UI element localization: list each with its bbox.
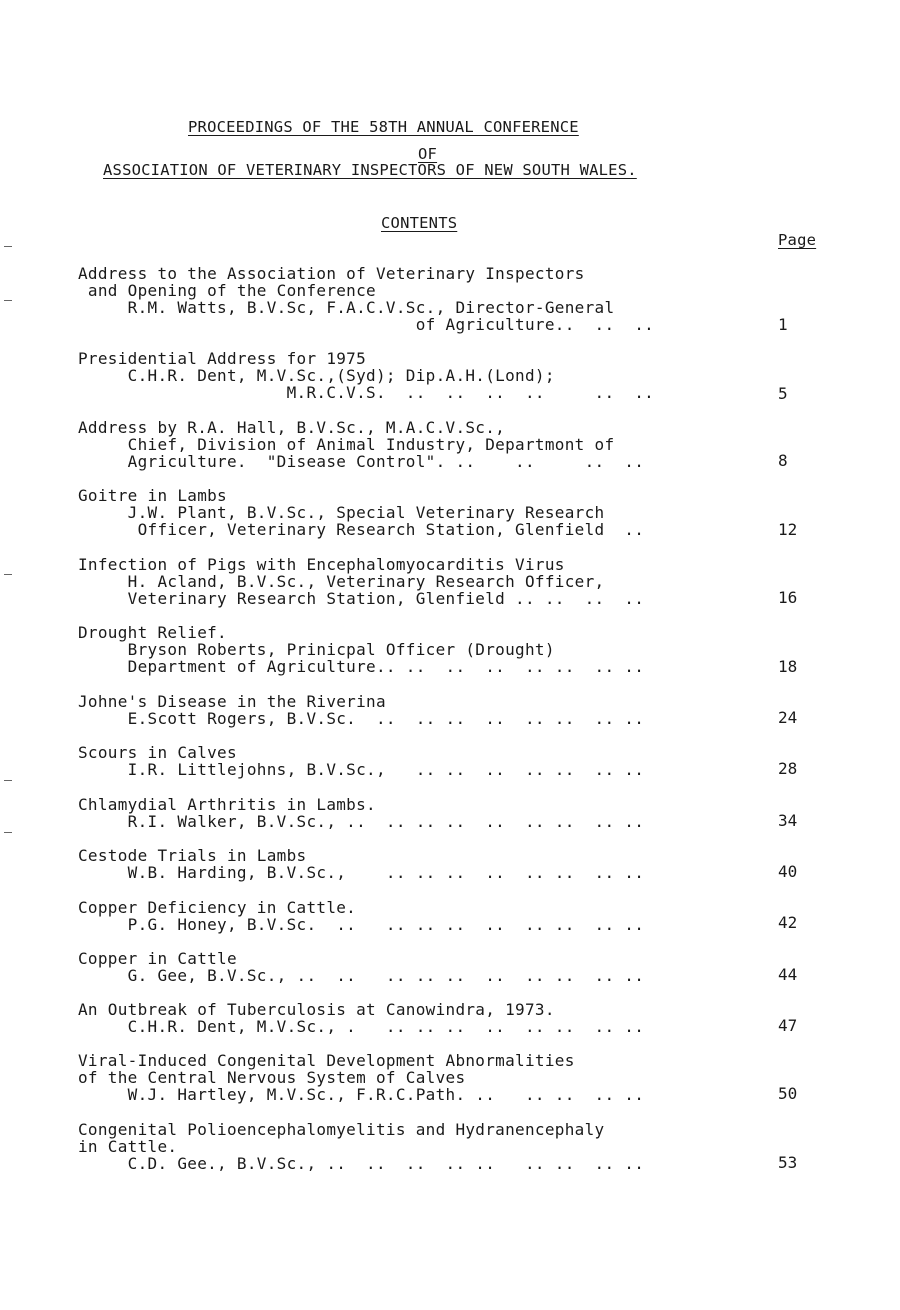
entry-line: Chief, Division of Animal Industry, Departmont of: [78, 435, 615, 454]
entry-line: E.Scott Rogers, B.V.Sc. .. .. .. .. .. .. .. ..: [78, 709, 645, 728]
entry-line: R.I. Walker, B.V.Sc., .. .. .. .. .. .. .. .. ..: [78, 812, 645, 831]
entry-line: W.B. Harding, B.V.Sc., .. .. .. .. .. .. .. ..: [78, 863, 645, 882]
entry-line: G. Gee, B.V.Sc., .. .. .. .. .. .. .. .. .. ..: [78, 966, 645, 985]
page-number: 28: [778, 759, 798, 778]
page-number: 50: [778, 1084, 798, 1103]
margin-mark: [4, 246, 12, 247]
entry-line: W.J. Hartley, M.V.Sc., F.R.C.Path. .. .. .. .. ..: [78, 1085, 645, 1104]
entry-line: of the Central Nervous System of Calves: [78, 1068, 466, 1087]
entry-line: Copper in Cattle: [78, 949, 237, 968]
page-number: 40: [778, 862, 798, 881]
margin-mark: [4, 780, 12, 781]
entry-line: Scours in Calves: [78, 743, 237, 762]
association-title: ASSOCIATION OF VETERINARY INSPECTORS OF NEW SOUTH WALES.: [103, 161, 637, 179]
page-number: 1: [778, 315, 788, 334]
margin-mark: [4, 300, 12, 301]
entry-line: Officer, Veterinary Research Station, Glenfield ..: [78, 520, 645, 539]
entry-line: R.M. Watts, B.V.Sc, F.A.C.V.Sc., Director-General: [78, 298, 615, 317]
entry-line: C.H.R. Dent, M.V.Sc.,(Syd); Dip.A.H.(Lond);: [78, 366, 555, 385]
contents-heading: CONTENTS: [381, 214, 458, 232]
entry-line: Address by R.A. Hall, B.V.Sc., M.A.C.V.Sc.,: [78, 418, 506, 437]
entry-line: C.H.R. Dent, M.V.Sc., . .. .. .. .. .. .. .. ..: [78, 1017, 645, 1036]
entry-line: Chlamydial Arthritis in Lambs.: [78, 795, 376, 814]
page-number: 18: [778, 657, 798, 676]
entry-line: C.D. Gee., B.V.Sc., .. .. .. .. .. .. .. .. ..: [78, 1154, 645, 1173]
margin-mark: [4, 832, 12, 833]
entry-line: An Outbreak of Tuberculosis at Canowindra, 1973.: [78, 1000, 555, 1019]
page-number: 34: [778, 811, 798, 830]
entry-line: Congenital Polioencephalomyelitis and Hydranencephaly: [78, 1120, 605, 1139]
entry-line: Johne's Disease in the Riverina: [78, 692, 386, 711]
entry-line: Infection of Pigs with Encephalomyocarditis Virus: [78, 555, 565, 574]
entry-line: Veterinary Research Station, Glenfield .. .. .. ..: [78, 589, 645, 608]
entry-line: J.W. Plant, B.V.Sc., Special Veterinary Research: [78, 503, 605, 522]
entry-line: M.R.C.V.S. .. .. .. .. .. ..: [78, 383, 655, 402]
margin-mark: [4, 574, 12, 575]
entry-line: Agriculture. "Disease Control". .. .. .. ..: [78, 452, 645, 471]
entry-line: H. Acland, B.V.Sc., Veterinary Research Officer,: [78, 572, 605, 591]
entry-line: I.R. Littlejohns, B.V.Sc., .. .. .. .. .. .. ..: [78, 760, 645, 779]
entry-line: in Cattle.: [78, 1137, 178, 1156]
page-number: 16: [778, 588, 798, 607]
entry-line: Drought Relief.: [78, 623, 227, 642]
page-column-label: Page: [778, 231, 817, 249]
page-number: 53: [778, 1153, 798, 1172]
of-connector: OF: [418, 145, 438, 163]
entry-line: Goitre in Lambs: [78, 486, 227, 505]
proceedings-title: PROCEEDINGS OF THE 58TH ANNUAL CONFERENCE: [188, 118, 579, 136]
entry-line: of Agriculture.. .. ..: [78, 315, 655, 334]
page-number: 44: [778, 965, 798, 984]
entry-line: Department of Agriculture.. .. .. .. .. .. .. ..: [78, 657, 645, 676]
entry-line: Presidential Address for 1975: [78, 349, 367, 368]
entry-line: P.G. Honey, B.V.Sc. .. .. .. .. .. .. .. .. ..: [78, 915, 645, 934]
page-number: 12: [778, 520, 798, 539]
entry-line: Bryson Roberts, Prinicpal Officer (Drought): [78, 640, 555, 659]
page-number: 42: [778, 913, 798, 932]
page-number: 24: [778, 708, 798, 727]
page-number: 47: [778, 1016, 798, 1035]
entry-line: Cestode Trials in Lambs: [78, 846, 307, 865]
entry-line: Address to the Association of Veterinary Inspectors: [78, 264, 585, 283]
entry-line: and Opening of the Conference: [78, 281, 376, 300]
page-number: 5: [778, 384, 788, 403]
entry-line: Copper Deficiency in Cattle.: [78, 898, 357, 917]
entry-line: Viral-Induced Congenital Development Abnormalities: [78, 1051, 575, 1070]
page-number: 8: [778, 451, 788, 470]
